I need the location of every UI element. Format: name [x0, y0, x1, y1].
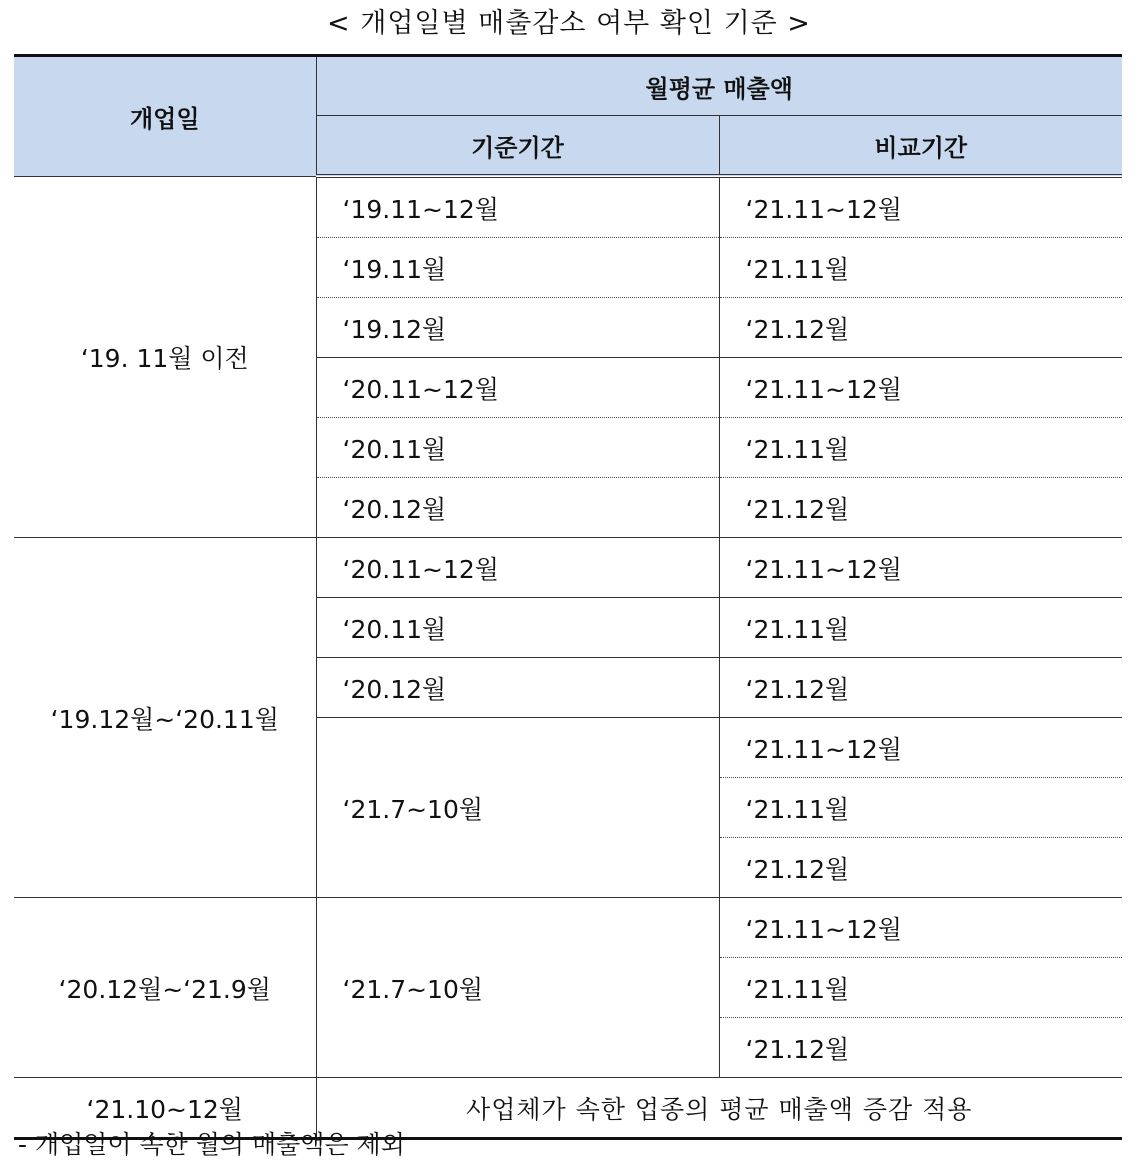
- base-period-cell: ‘19.11월: [316, 238, 719, 298]
- industry-average-note-cell: 사업체가 속한 업종의 평균 매출액 증감 적용: [316, 1078, 1122, 1139]
- open-date-cell: ‘21.10~12월: [14, 1078, 316, 1139]
- open-date-cell: ‘19. 11월 이전: [14, 176, 316, 538]
- header-monthly-average-sales: 월평균 매출액: [316, 56, 1122, 116]
- table-row: [14, 538, 1122, 598]
- compare-period-cell: ‘21.11~12월: [719, 358, 1122, 418]
- header-open-date: 개업일: [14, 56, 316, 177]
- table-caption: < 개업일별 매출감소 여부 확인 기준 >: [327, 8, 811, 39]
- base-period-cell: ‘19.11~12월: [316, 176, 719, 238]
- compare-period-cell: ‘21.11~12월: [719, 718, 1122, 778]
- compare-period-cell: ‘21.12월: [719, 838, 1122, 898]
- compare-period-cell: ‘21.11~12월: [719, 538, 1122, 598]
- compare-period-cell: ‘21.12월: [719, 658, 1122, 718]
- open-date-cell: ‘19.12월~‘20.11월: [14, 538, 316, 898]
- compare-period-cell: ‘21.11월: [719, 778, 1122, 838]
- table-row: [14, 176, 1122, 238]
- base-period-cell: ‘20.12월: [316, 478, 719, 538]
- compare-period-cell: ‘21.12월: [719, 298, 1122, 358]
- compare-period-cell: ‘21.11월: [719, 958, 1122, 1018]
- base-period-cell: ‘21.7~10월: [316, 898, 719, 1078]
- table-row: [14, 898, 1122, 958]
- base-period-cell: ‘21.7~10월: [316, 718, 719, 898]
- open-date-cell: ‘20.12월~‘21.9월: [14, 898, 316, 1078]
- compare-period-cell: ‘21.11월: [719, 238, 1122, 298]
- compare-period-cell: ‘21.11~12월: [719, 898, 1122, 958]
- base-period-cell: ‘20.12월: [316, 658, 719, 718]
- compare-period-cell: ‘21.12월: [719, 1018, 1122, 1078]
- footnote: - 개업일이 속한 월의 매출액은 제외: [18, 1130, 405, 1159]
- compare-period-cell: ‘21.12월: [719, 478, 1122, 538]
- compare-period-cell: ‘21.11월: [719, 418, 1122, 478]
- compare-period-cell: ‘21.11~12월: [719, 176, 1122, 238]
- base-period-cell: ‘19.12월: [316, 298, 719, 358]
- compare-period-cell: ‘21.11월: [719, 598, 1122, 658]
- sales-decrease-criteria-table: [14, 54, 1122, 1140]
- header-base-period: 기준기간: [316, 116, 719, 177]
- base-period-cell: ‘20.11~12월: [316, 538, 719, 598]
- base-period-cell: ‘20.11월: [316, 598, 719, 658]
- base-period-cell: ‘20.11월: [316, 418, 719, 478]
- header-compare-period: 비교기간: [719, 116, 1122, 177]
- base-period-cell: ‘20.11~12월: [316, 358, 719, 418]
